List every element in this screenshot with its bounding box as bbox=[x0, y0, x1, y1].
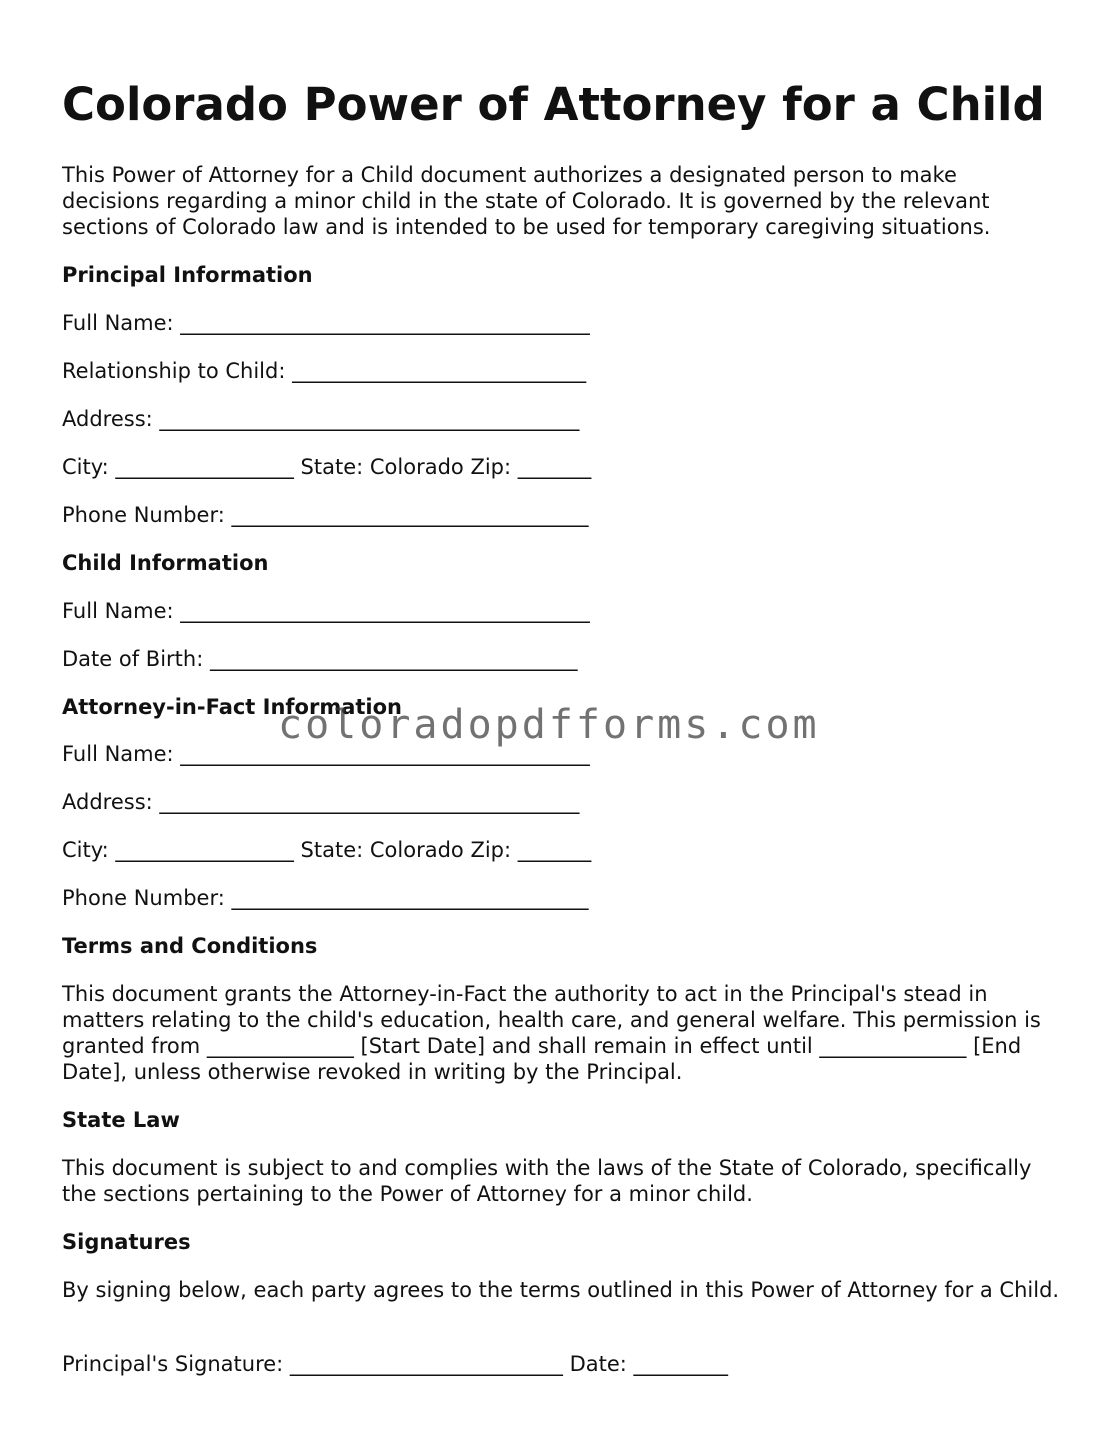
state-law-paragraph: This document is subject to and complies with the laws of the State of Colorado, specifically the sections pertaining to the Power of Attorney for a minor child. bbox=[62, 1156, 1032, 1206]
child-dob-field[interactable]: Date of Birth: ___________________________________ bbox=[62, 647, 578, 671]
attorney-full-name-field[interactable]: Full Name: _______________________________________ bbox=[62, 742, 590, 766]
principal-city-state-zip-field[interactable]: City: _________________ State: Colorado Zip: _______ bbox=[62, 455, 592, 479]
signatures-heading: Signatures bbox=[62, 1230, 191, 1254]
attorney-phone-field[interactable]: Phone Number: __________________________________ bbox=[62, 886, 589, 910]
child-heading: Child Information bbox=[62, 551, 269, 575]
principal-address-field[interactable]: Address: ________________________________________ bbox=[62, 407, 580, 431]
intro-paragraph: This Power of Attorney for a Child document authorizes a designated person to make decisions regarding a minor child in the state of Colorado. It is governed by the relevant sections of Colorado law and is intended to be used for temporary caregiving situations. bbox=[62, 163, 991, 239]
terms-heading: Terms and Conditions bbox=[62, 934, 318, 958]
document-title: Colorado Power of Attorney for a Child bbox=[62, 78, 1045, 131]
attorney-city-state-zip-field[interactable]: City: _________________ State: Colorado Zip: _______ bbox=[62, 838, 592, 862]
child-full-name-field[interactable]: Full Name: _______________________________________ bbox=[62, 599, 590, 623]
principal-heading: Principal Information bbox=[62, 263, 313, 287]
principal-signature-field[interactable]: Principal's Signature: __________________________ Date: _________ bbox=[62, 1352, 729, 1376]
terms-paragraph: This document grants the Attorney-in-Fact the authority to act in the Principal's stead in matters relating to the child's education, health care, and general welfare. This permission is granted from ______________ [Start Date] and shall remain in effect until ______________ [End Date], unless otherwise revoked in writing by the Principal. bbox=[62, 982, 1041, 1084]
principal-phone-field[interactable]: Phone Number: __________________________________ bbox=[62, 503, 589, 527]
attorney-address-field[interactable]: Address: ________________________________________ bbox=[62, 790, 580, 814]
attorney-heading: Attorney-in-Fact Information bbox=[62, 695, 403, 719]
principal-full-name-field[interactable]: Full Name: _______________________________________ bbox=[62, 311, 590, 335]
signatures-paragraph: By signing below, each party agrees to the terms outlined in this Power of Attorney for a Child. bbox=[62, 1278, 1060, 1302]
principal-relationship-field[interactable]: Relationship to Child: ____________________________ bbox=[62, 359, 587, 383]
state-law-heading: State Law bbox=[62, 1108, 180, 1132]
watermark-text: coloradopdfforms.com bbox=[278, 702, 820, 748]
